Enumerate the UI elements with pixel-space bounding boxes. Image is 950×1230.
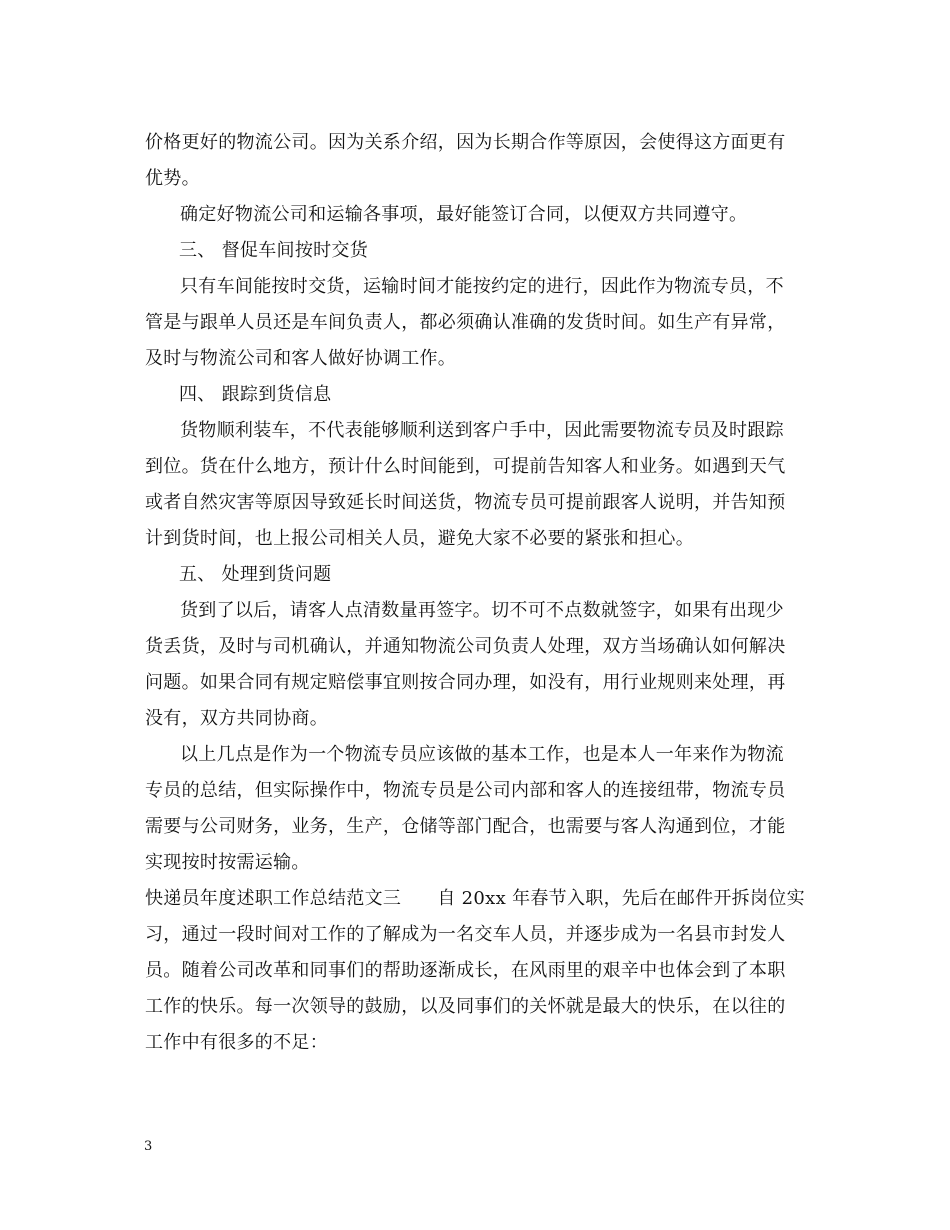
paragraph-line: 问题。如果合同有规定赔偿事宜则按合同办理，如没有，用行业规则来处理，再	[145, 672, 786, 693]
paragraph-line: 或者自然灾害等原因导致延长时间送货，物流专员可提前跟客人说明，并告知预	[145, 492, 786, 513]
paragraph-line: 没有，双方共同协商。	[145, 708, 328, 729]
paragraph-line: 计到货时间，也上报公司相关人员，避免大家不必要的紧张和担心。	[145, 528, 694, 549]
paragraph-line: 及时与物流公司和客人做好协调工作。	[145, 348, 457, 369]
paragraph-line: 以上几点是作为一个物流专员应该做的基本工作，也是本人一年来作为物流	[180, 744, 784, 765]
section-heading: 三、 督促车间按时交货	[179, 240, 369, 261]
section-heading: 五、 处理到货问题	[179, 564, 332, 585]
paragraph-line: 货丢货，及时与司机确认，并通知物流公司负责人处理，双方当场确认如何解决	[145, 636, 786, 657]
paragraph-line: 快递员年度述职工作总结范文三 自 20xx 年春节入职，先后在邮件开拆岗位实	[145, 888, 805, 909]
paragraph-line: 习，通过一段时间对工作的了解成为一名交车人员，并逐步成为一名县市封发人	[145, 924, 786, 945]
section-heading: 四、 跟踪到货信息	[179, 384, 332, 405]
paragraph-line: 管是与跟单人员还是车间负责人，都必须确认准确的发货时间。如生产有异常，	[145, 312, 786, 333]
paragraph-line: 员。随着公司改革和同事们的帮助逐渐成长，在风雨里的艰辛中也体会到了本职	[145, 960, 786, 981]
paragraph-line: 货物顺利装车，不代表能够顺利送到客户手中，因此需要物流专员及时跟踪	[180, 420, 784, 441]
paragraph-line: 工作中有很多的不足：	[145, 1032, 328, 1053]
paragraph-line: 专员的总结，但实际操作中，物流专员是公司内部和客人的连接纽带，物流专员	[145, 780, 786, 801]
paragraph-line: 需要与公司财务，业务，生产，仓储等部门配合，也需要与客人沟通到位，才能	[145, 816, 786, 837]
paragraph-line: 只有车间能按时交货，运输时间才能按约定的进行，因此作为物流专员，不	[180, 276, 784, 297]
paragraph-line: 到位。货在什么地方，预计什么时间能到，可提前告知客人和业务。如遇到天气	[145, 456, 786, 477]
paragraph-line: 优势。	[145, 168, 200, 189]
page-number: 3	[144, 1139, 153, 1154]
paragraph-line: 货到了以后，请客人点清数量再签字。切不可不点数就签字，如果有出现少	[180, 600, 784, 621]
paragraph-line: 工作的快乐。每一次领导的鼓励，以及同事们的关怀就是最大的快乐，在以往的	[145, 996, 786, 1017]
paragraph-line: 价格更好的物流公司。因为关系介绍，因为长期合作等原因，会使得这方面更有	[145, 132, 786, 153]
paragraph-line: 确定好物流公司和运输各事项，最好能签订合同，以便双方共同遵守。	[180, 204, 748, 225]
paragraph-line: 实现按时按需运输。	[145, 852, 310, 873]
